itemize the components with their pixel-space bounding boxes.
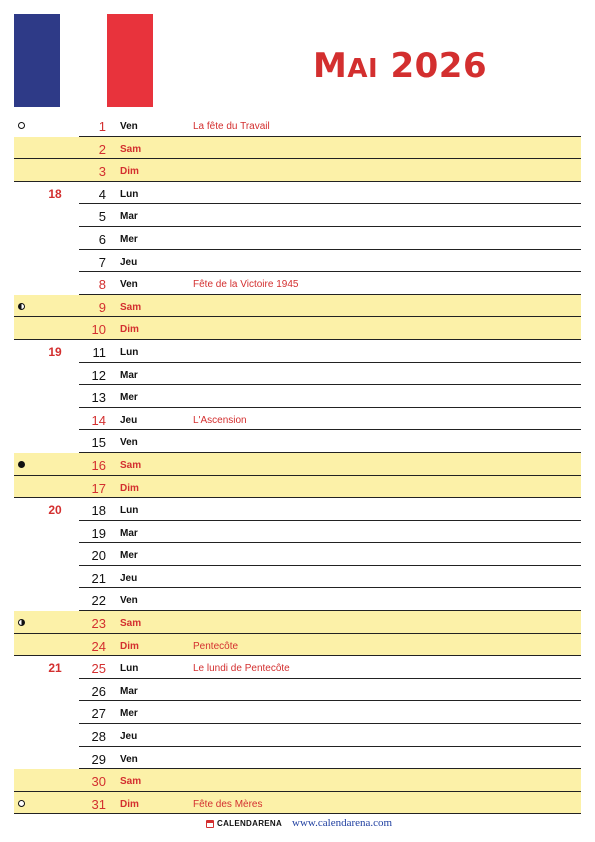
flag-red-stripe (107, 14, 153, 107)
weekday-label: Mar (120, 527, 138, 539)
weekday-label: Mar (120, 369, 138, 381)
holiday-label: Pentecôte (193, 640, 239, 652)
day-number: 14 (91, 412, 106, 428)
row-line (79, 227, 581, 250)
row-line (79, 453, 581, 476)
day-number: 4 (98, 186, 106, 202)
row-line (79, 476, 581, 499)
calendar-icon (206, 820, 214, 828)
table-row (0, 204, 595, 227)
footer-url-link[interactable]: www.calendarena.com (292, 817, 393, 829)
holiday-label: Le lundi de Pentecôte (193, 663, 290, 675)
day-number: 28 (91, 729, 106, 745)
row-line (79, 498, 581, 521)
row-line (79, 679, 581, 702)
table-row (0, 408, 595, 431)
holiday-label: Fête de la Victoire 1945 (193, 279, 299, 291)
day-number: 3 (98, 164, 106, 180)
weekend-margin-highlight (14, 634, 79, 657)
calendar-day-list (0, 114, 595, 814)
title-year: 2026 (390, 46, 488, 86)
weekday-label: Ven (120, 279, 138, 291)
weekday-label: Dim (120, 166, 139, 178)
weekday-label: Dim (120, 798, 139, 810)
table-row (0, 476, 595, 499)
table-row (0, 227, 595, 250)
day-number: 20 (91, 548, 106, 564)
table-row (0, 453, 595, 476)
table-row (0, 634, 595, 657)
table-row (0, 566, 595, 589)
weekday-label: Sam (120, 776, 142, 788)
row-line (79, 769, 581, 792)
day-number: 12 (91, 367, 106, 383)
flag-blue-stripe (14, 14, 60, 107)
day-number: 2 (98, 141, 106, 157)
row-line (79, 747, 581, 770)
table-row (0, 295, 595, 318)
day-number: 17 (91, 480, 106, 496)
row-line (79, 159, 581, 182)
weekday-label: Dim (120, 482, 139, 494)
day-number: 11 (92, 344, 106, 360)
moon-full-icon (18, 800, 25, 807)
table-row (0, 724, 595, 747)
table-row (0, 521, 595, 544)
row-line (79, 566, 581, 589)
table-row (0, 701, 595, 724)
weekday-label: Mar (120, 211, 138, 223)
row-line (79, 543, 581, 566)
weekend-margin-highlight (14, 476, 79, 499)
weekend-margin-highlight (14, 769, 79, 792)
weekday-label: Lun (120, 346, 139, 358)
weekday-label: Ven (120, 753, 138, 765)
weekday-label: Jeu (120, 731, 138, 743)
row-line (79, 114, 581, 137)
weekday-label: Dim (120, 324, 139, 336)
row-line (79, 701, 581, 724)
weekday-label: Mer (120, 550, 138, 562)
weekday-label: Dim (120, 640, 139, 652)
weekday-label: Lun (120, 505, 139, 517)
moon-new-icon (18, 461, 25, 468)
table-row (0, 498, 595, 521)
table-row (0, 340, 595, 363)
day-number: 8 (98, 277, 106, 293)
weekday-label: Sam (120, 618, 142, 630)
row-line (79, 430, 581, 453)
weekday-label: Lun (120, 663, 139, 675)
week-number: 21 (48, 661, 62, 676)
day-number: 26 (91, 683, 106, 699)
table-row (0, 363, 595, 386)
table-row (0, 430, 595, 453)
week-number: 20 (48, 503, 62, 518)
table-row (0, 792, 595, 815)
row-line (79, 634, 581, 657)
weekday-label: Sam (120, 143, 142, 155)
day-number: 13 (91, 390, 106, 406)
day-number: 25 (91, 661, 106, 677)
row-line (79, 340, 581, 363)
weekday-label: Mer (120, 233, 138, 245)
row-line (79, 204, 581, 227)
weekday-label: Sam (120, 459, 142, 471)
table-row (0, 747, 595, 770)
day-number: 22 (91, 593, 106, 609)
day-number: 9 (98, 299, 106, 315)
row-line (79, 792, 581, 815)
week-number: 18 (48, 186, 62, 201)
day-number: 29 (91, 751, 106, 767)
row-line (79, 295, 581, 318)
table-row (0, 679, 595, 702)
row-line (79, 611, 581, 634)
day-number: 31 (91, 796, 106, 812)
row-line (79, 137, 581, 160)
moon-last-icon (18, 303, 25, 310)
day-number: 1 (98, 119, 106, 134)
weekend-margin-highlight (14, 159, 79, 182)
row-line (79, 363, 581, 386)
day-number: 30 (91, 774, 106, 790)
day-number: 19 (91, 525, 106, 541)
weekday-label: Mer (120, 708, 138, 720)
table-row (0, 250, 595, 273)
day-number: 24 (91, 638, 106, 654)
table-row (0, 385, 595, 408)
table-row (0, 182, 595, 205)
day-number: 5 (98, 209, 106, 225)
weekday-label: Mar (120, 685, 138, 697)
row-line (79, 408, 581, 431)
title-month-initial: M (313, 46, 348, 86)
row-line (79, 250, 581, 273)
footer (0, 816, 595, 832)
day-number: 7 (98, 254, 106, 270)
row-line (79, 385, 581, 408)
row-line (79, 317, 581, 340)
table-row (0, 137, 595, 160)
day-number: 27 (91, 706, 106, 722)
table-row (0, 272, 595, 295)
weekend-margin-highlight (14, 137, 79, 160)
title-month-rest: AI (347, 54, 379, 84)
table-row (0, 543, 595, 566)
row-line (79, 724, 581, 747)
table-row (0, 588, 595, 611)
day-number: 15 (91, 435, 106, 451)
day-number: 18 (91, 503, 106, 519)
row-line (79, 182, 581, 205)
row-line (79, 521, 581, 544)
table-row (0, 317, 595, 340)
moon-first-icon (18, 619, 25, 626)
weekday-label: Jeu (120, 572, 138, 584)
table-row (0, 656, 595, 679)
weekend-margin-highlight (14, 317, 79, 340)
weekday-label: Lun (120, 188, 139, 200)
weekday-label: Ven (120, 437, 138, 449)
weekday-label: Sam (120, 301, 142, 313)
row-line (79, 588, 581, 611)
holiday-label: Fête des Mères (193, 798, 263, 810)
footer-brand (206, 819, 282, 828)
row-line (79, 272, 581, 295)
table-row (0, 611, 595, 634)
holiday-label: La fête du Travail (193, 121, 270, 132)
day-number: 6 (98, 231, 106, 247)
day-number: 16 (91, 457, 106, 473)
footer-brand-text: CALENDARENA (217, 819, 283, 828)
weekday-label: Ven (120, 121, 138, 132)
table-row (0, 159, 595, 182)
day-number: 10 (91, 322, 106, 338)
weekday-label: Mer (120, 392, 138, 404)
week-number: 19 (48, 344, 62, 359)
day-number: 23 (91, 616, 106, 632)
row-line (79, 656, 581, 679)
weekday-label: Jeu (120, 414, 138, 426)
page-title (313, 46, 487, 86)
weekday-label: Ven (120, 595, 138, 607)
holiday-label: L'Ascension (193, 414, 247, 426)
table-row (0, 114, 595, 137)
day-number: 21 (91, 570, 106, 586)
weekday-label: Jeu (120, 256, 138, 268)
moon-full-icon (18, 122, 25, 129)
table-row (0, 769, 595, 792)
